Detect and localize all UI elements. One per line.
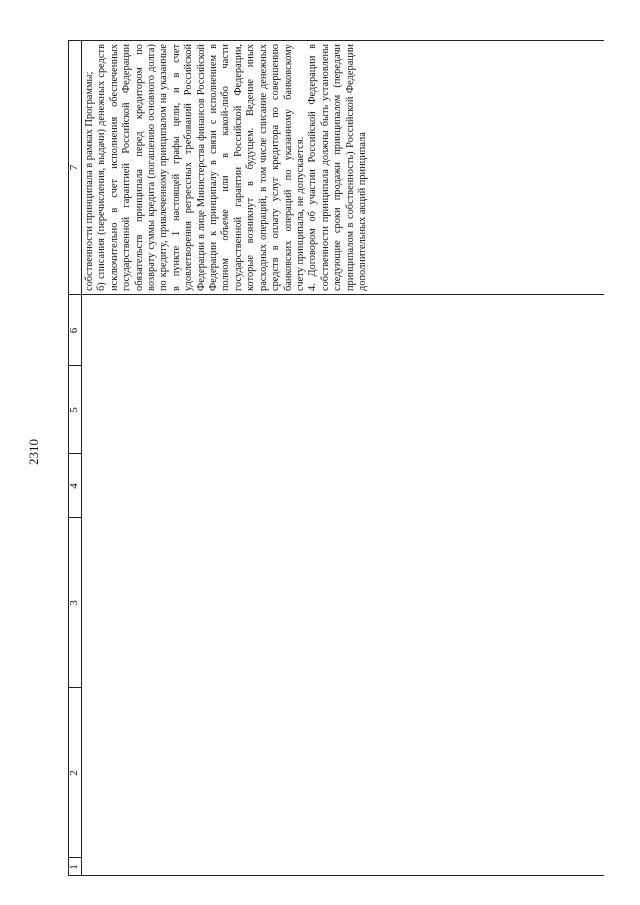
page-number: 2310	[26, 439, 41, 465]
paragraph: собственности принципала в рамках Программы;	[84, 71, 95, 291]
column-number-2: 2	[68, 770, 80, 776]
column-number-4: 4	[68, 483, 80, 489]
column-number-5: 5	[68, 407, 80, 413]
column-number-1: 1	[68, 864, 80, 870]
paragraph: 4. Договором об участии Российской Федерации в собственности принципала должны быть установлены следующие сроки продажи принципалом (передачи принципалом в собственность) Российской Федерации дополнительных акций принципала	[307, 44, 368, 291]
document-table	[68, 40, 604, 876]
column-number-3: 3	[68, 600, 80, 606]
column-divider	[68, 294, 604, 295]
column-number-6: 6	[68, 327, 80, 334]
document-table-rotated	[68, 40, 604, 876]
column-7-text	[84, 41, 600, 293]
column-number-7: 7	[68, 164, 80, 171]
paragraph: б) списания (перечисления, выдачи) денежных средств исключительно в счет исполнения обеспеченных государственной гарантией Российской Федерации обязательств принципала перед кредитором по возврату суммы кредита (погашению основного долга) по кредиту, привлеченному принципалом на указанные в пункте 1 настоящей графы цели, и в счет удовлетворения регрессных требований Российской Федерации в лице Министерства финансов Российской Федерации к принципалу в связи с исполнением в полном объеме или в какой-либо части государственной гарантии Российской Федерации, которые возникнут в будущем. Ведение иных расходных операций, в том числе списание денежных средств в оплату услуг кредитора по совершению банковских операций по указанному банковскому счету принципала, не допускается.	[96, 44, 306, 291]
